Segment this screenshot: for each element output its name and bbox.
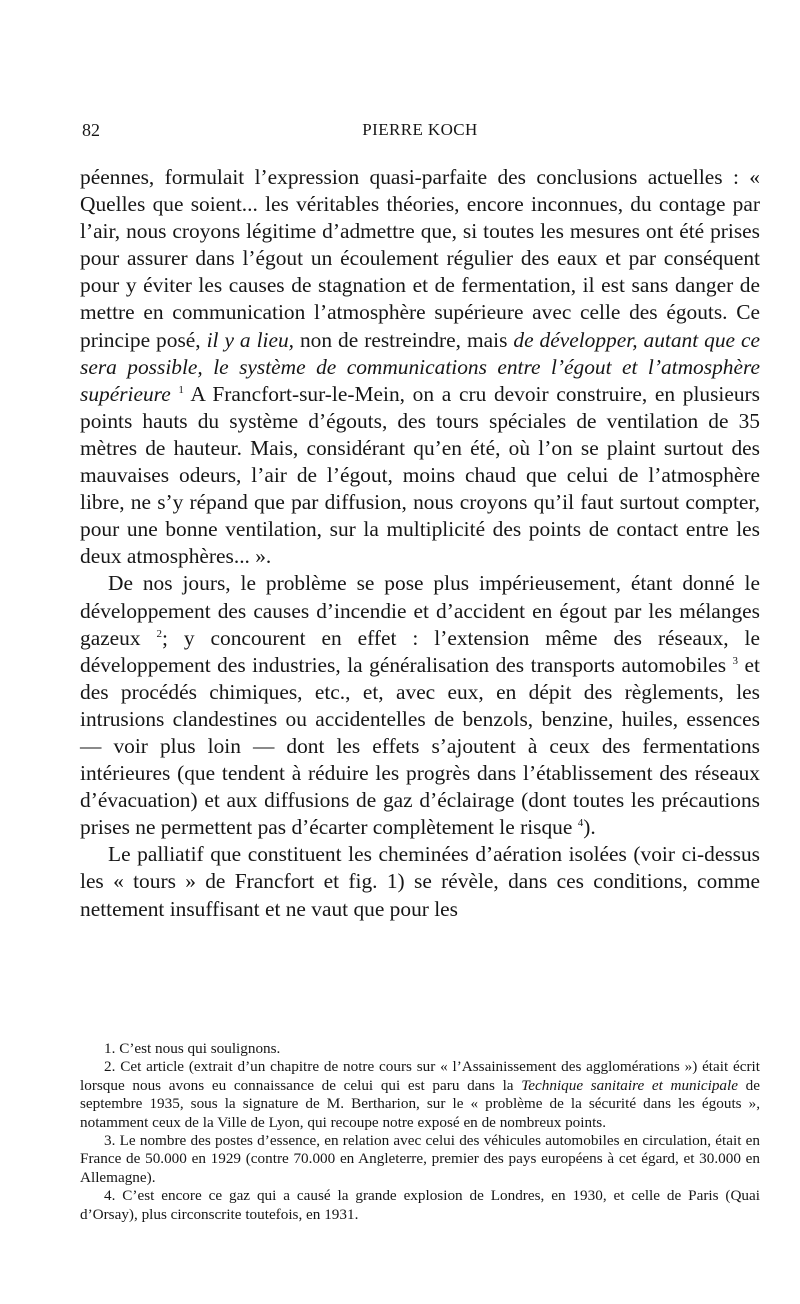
footnote-ref-2: 2 bbox=[156, 627, 163, 640]
text-segment: et des procédés chimiques, etc., et, avec eux, en dépit des règlements, les intrusions clandestines ou accidentelles de benzols, benzine, huiles, essences — voir plus loin — dont les effets s’ajoutent à ceux des fermentations intérieures (que tendent à réduire les progrès dans l’établissement des réseaux d’évacuation) et aux diffusions de gaz d’éclairage (dont toutes les précautions prises ne permettent pas d’écarter complètement le risque bbox=[80, 652, 760, 840]
page-number: 82 bbox=[82, 120, 100, 140]
italic-segment: il y a lieu, bbox=[206, 327, 295, 352]
footnote-1 bbox=[80, 1040, 760, 1058]
text-segment: non de restreindre, mais bbox=[294, 327, 514, 352]
book-page bbox=[80, 120, 761, 1223]
paragraph-2 bbox=[80, 570, 760, 841]
footnote-text: de septembre 1935, sous la signature de M. Bertharion, sur le « problème de la sécurité dans les égouts », notamment ceux de la Ville de Lyon, qui recoupe notre exposé en de nombreux points. bbox=[80, 1076, 760, 1131]
footnote-text: 1. C’est nous qui soulignons. bbox=[104, 1040, 281, 1057]
footnote-text: 4. C’est encore ce gaz qui a causé la grande explosion de Londres, en 1930, et celle de Paris (Quai d’Orsay), plus circonscrite toutefois, en 1931. bbox=[80, 1187, 760, 1223]
text-segment: ; y concourent en effet : l’extension même des réseaux, le développement des industries, la généralisation des transports automobiles bbox=[80, 625, 760, 677]
text-segment: A Francfort-sur-le-Mein, on a cru devoir construire, en plusieurs points hauts du système d’égouts, des tours spéciales de ventilation de 35 mètres de hauteur. Mais, considérant qu’en été, où l’on se plaint surtout des mauvaises odeurs, l’air de l’égout, moins chaud que celui de l’atmosphère libre, ne s’y répand que par diffusion, nous croyons qu’il faut surtout compter, pour une bonne ventilation, sur la multiplicité des points de contact entre les deux atmosphères... ». bbox=[80, 381, 760, 569]
text-segment: ). bbox=[583, 815, 596, 840]
footnote-2 bbox=[80, 1058, 760, 1132]
text-segment: Le palliatif que constituent les cheminées d’aération isolées (voir ci-dessus les « tours » de Francfort et fig. 1) se révèle, dans ces conditions, comme nettement insuffisant et ne vaut que pour les bbox=[80, 842, 760, 921]
text-segment: péennes, formulait l’expression quasi-parfaite des conclusions actuelles : « Quelles que soient... les véritables théories, encore inconnues, du contage par l’air, nous croyons légitime d’admettre que, si toutes les mesures ont été prises pour assurer dans l’égout un écoulement régulier des eaux et par conséquent pour y éviter les causes de stagnation et de fermentation, il est sans danger de mettre en communication l’atmosphère supérieure avec celle des égouts. Ce principe posé, bbox=[80, 165, 760, 352]
footnote-italic: Technique sanitaire et municipale bbox=[521, 1076, 738, 1094]
footnote-text: 3. Le nombre des postes d’essence, en relation avec celui des véhicules automobiles en circulation, était en France de 50.000 en 1929 (contre 70.000 en Angleterre, premier des pays européens à cet égard, et 30.000 en Allemagne). bbox=[80, 1132, 760, 1186]
footnote-ref-3: 3 bbox=[732, 654, 739, 667]
footnote-ref-4: 4 bbox=[577, 817, 584, 830]
running-header bbox=[80, 120, 760, 150]
footnotes bbox=[80, 1040, 760, 1224]
italic-segment: de développer, autant que ce sera possible, le système de communications entre l’égout et l’atmosphère supérieure bbox=[80, 327, 761, 406]
text-segment: De nos jours, le problème se pose plus impérieusement, étant donné le développement des causes d’incendie et d’accident en égout par les mélanges gazeux bbox=[80, 571, 760, 650]
footnote-4 bbox=[80, 1187, 760, 1224]
paragraph-1 bbox=[80, 164, 760, 570]
footnote-3 bbox=[80, 1132, 760, 1187]
body-text bbox=[80, 164, 760, 923]
footnote-ref-1: 1 bbox=[178, 383, 184, 396]
footnote-text: 2. Cet article (extrait d’un chapitre de notre cours sur « l’Assainissement des agglomérations ») était écrit lorsque nous avons eu connaissance de celui qui est paru dans la bbox=[80, 1058, 760, 1094]
running-title: PIERRE KOCH bbox=[362, 120, 478, 139]
paragraph-3 bbox=[80, 841, 760, 922]
